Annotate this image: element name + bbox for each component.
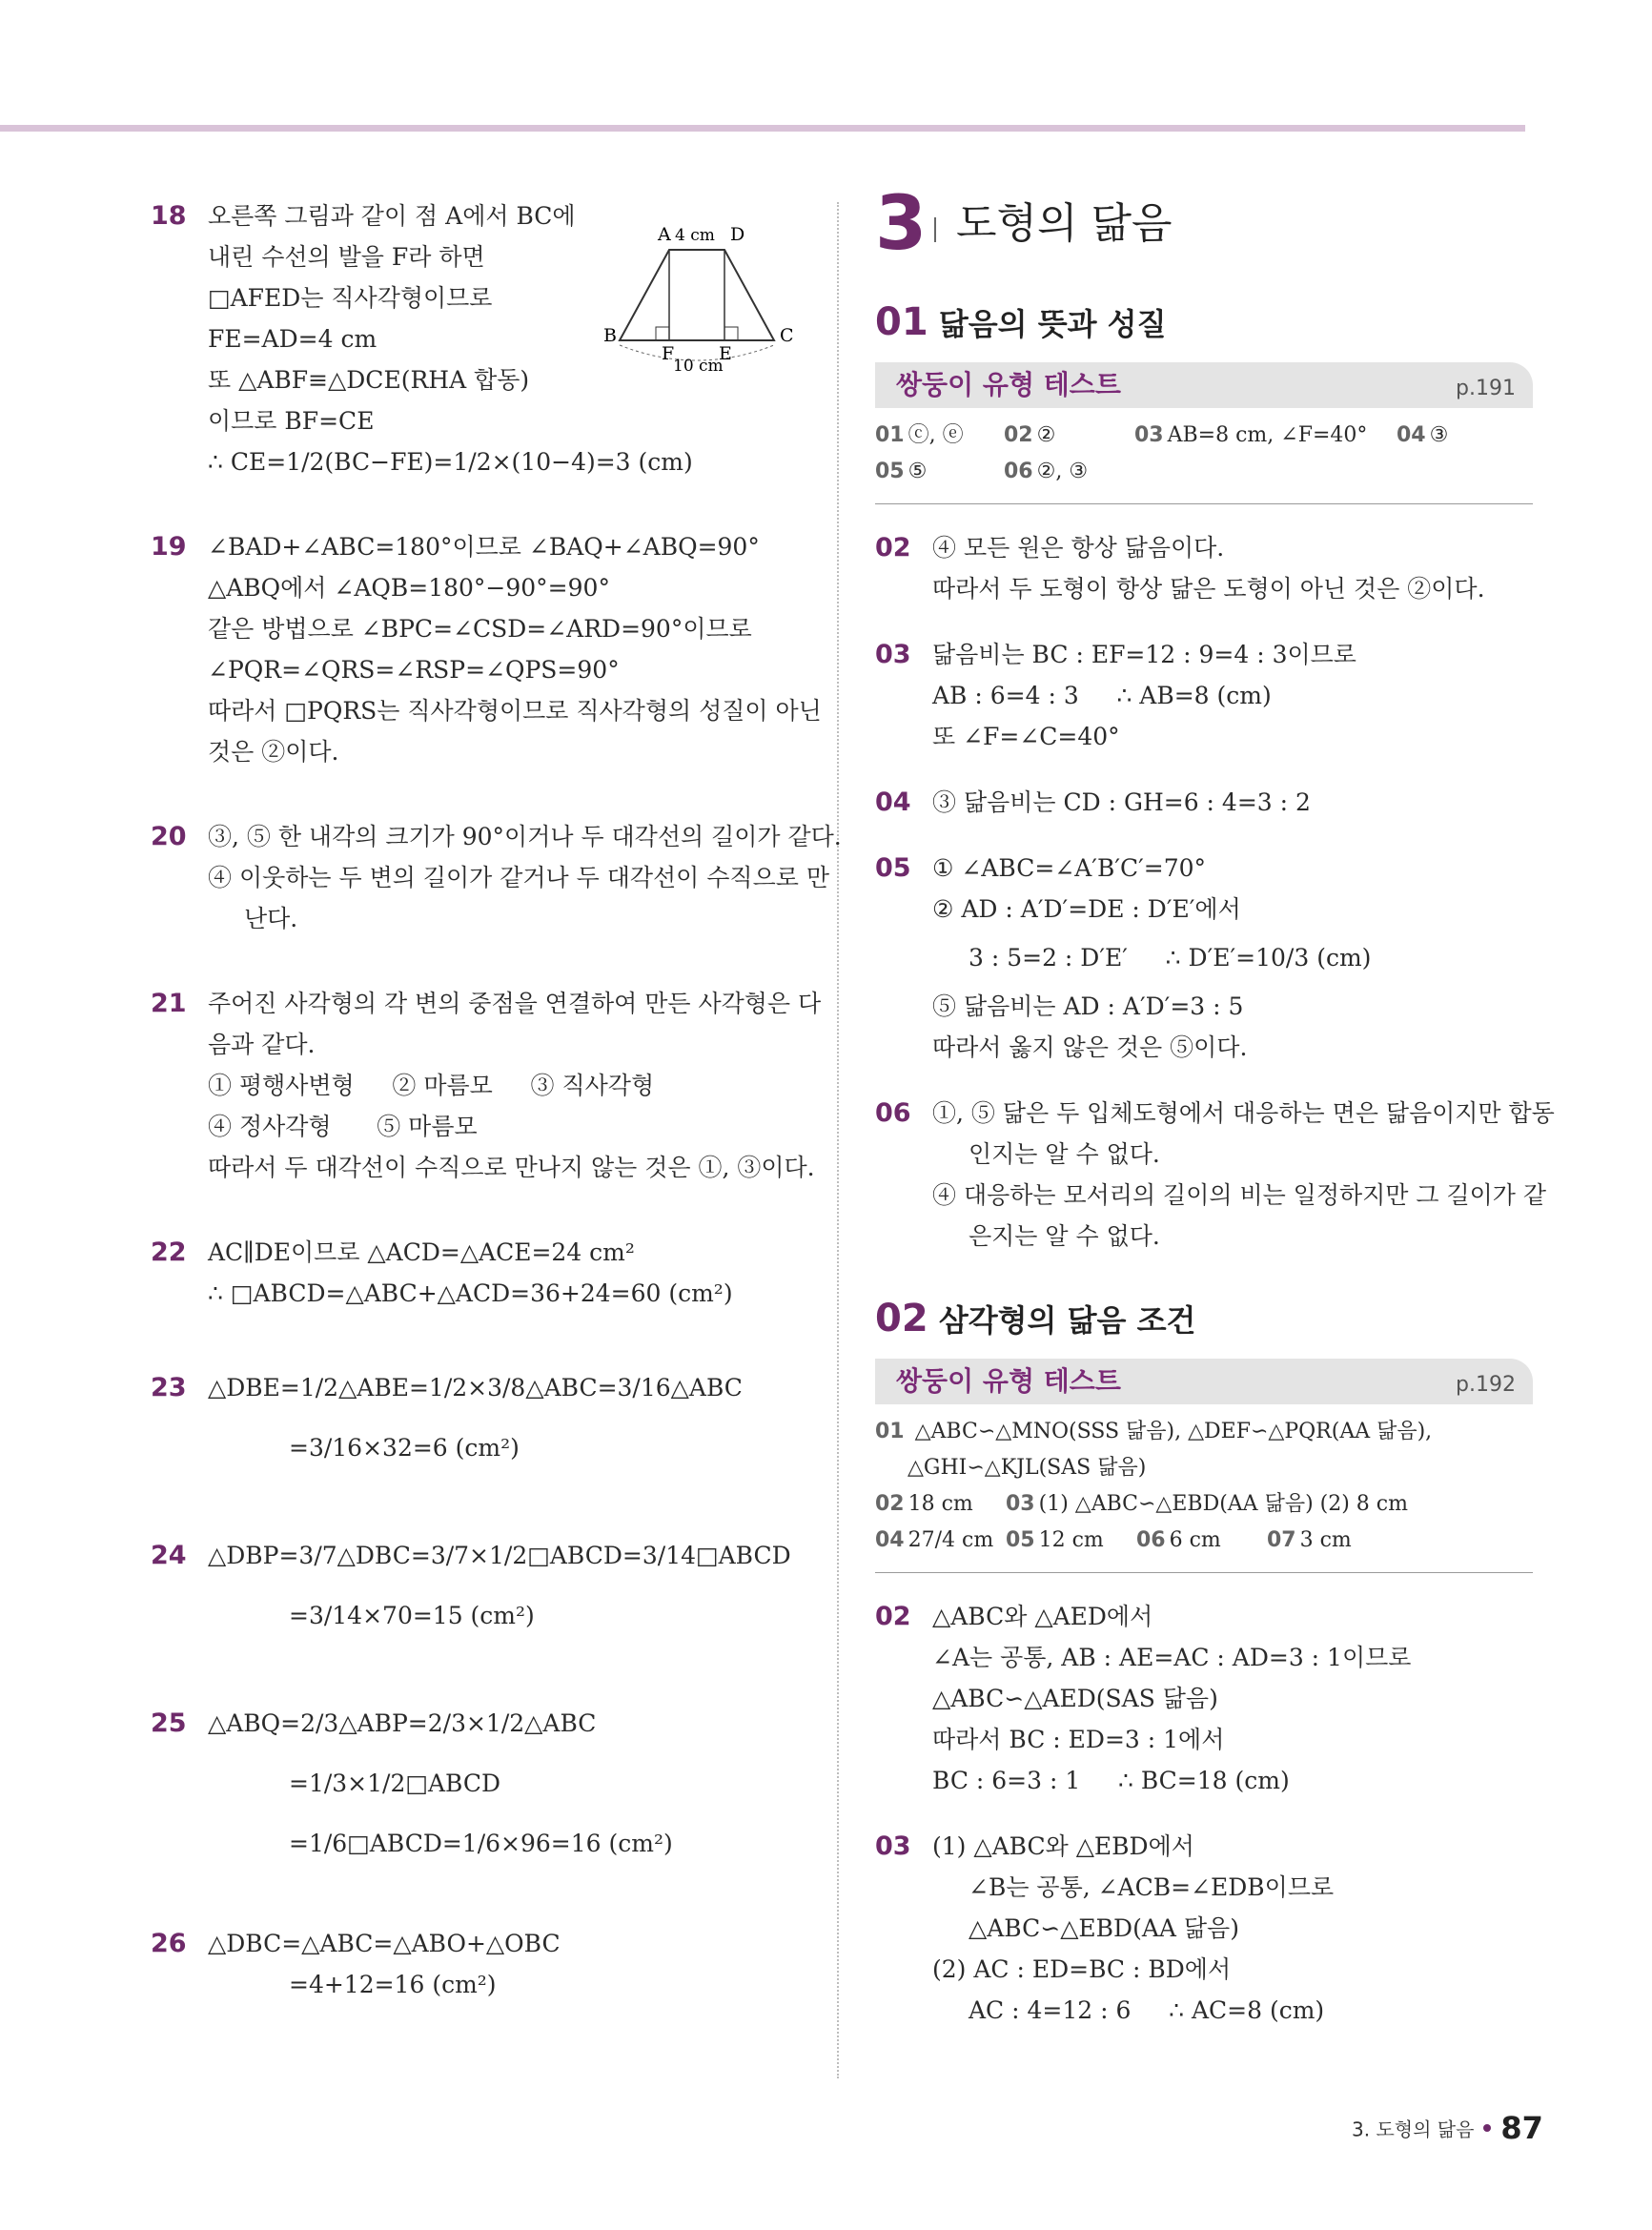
solution-line: △ABQ=2/3△ABP=2/3×1/2△ABC xyxy=(208,1709,597,1737)
solution-line: =1/3×1/2□ABCD xyxy=(289,1770,501,1797)
solution-line: 음과 같다. xyxy=(208,1031,316,1058)
answer-item: 04 ③ xyxy=(1397,423,1449,447)
solution-line: ∴ □ABCD=△ABC+△ACD=36+24=60 (cm²) xyxy=(208,1279,733,1307)
solution-line: =3/16×32=6 (cm²) xyxy=(289,1434,520,1462)
solution-06 xyxy=(875,1093,1555,1257)
answer-item: 04 27/4 cm xyxy=(875,1528,994,1552)
solution-line: ∠B는 공통, ∠ACB=∠EDB이므로 xyxy=(969,1873,1335,1901)
page-footer xyxy=(1352,2110,1543,2146)
solution-line: △ABC∽△EBD(AA 닮음) xyxy=(969,1914,1239,1942)
test-band-page: p.191 xyxy=(1456,377,1516,400)
solution-line: 이므로 BF=CE xyxy=(208,407,375,435)
solution-04 xyxy=(875,782,1533,823)
test-band-title: 쌍둥이 유형 테스트 xyxy=(896,1365,1121,1397)
solution-line: (1) △ABC와 △EBD에서 xyxy=(932,1832,1194,1860)
answer-number: 01 xyxy=(875,1420,905,1443)
chapter-separator xyxy=(934,217,936,242)
answer-item: 05 12 cm xyxy=(1006,1528,1104,1552)
vertex-label-b: B xyxy=(603,325,617,346)
solution-line: AB : 6=4 : 3 ∴ AB=8 (cm) xyxy=(932,682,1272,709)
solution-line: 3 : 5=2 : D′E′ ∴ D′E′=10/3 (cm) xyxy=(969,944,1372,972)
answer-key xyxy=(875,1414,1533,1573)
solution-line: (2) AC : ED=BC : BD에서 xyxy=(932,1955,1232,1983)
solution-line: 오른쪽 그림과 같이 점 A에서 BC에 xyxy=(208,202,576,230)
problem-number: 23 xyxy=(151,1373,187,1402)
page-number: 87 xyxy=(1500,2110,1543,2146)
vertex-label-d: D xyxy=(730,224,745,245)
solution-line: AC : 4=12 : 6 ∴ AC=8 (cm) xyxy=(969,1996,1325,2024)
solution-line: ∠PQR=∠QRS=∠RSP=∠QPS=90° xyxy=(208,656,620,684)
solution-line: 또 △ABF≡△DCE(RHA 합동) xyxy=(208,366,530,394)
solution-line: 따라서 두 대각선이 수직으로 만나지 않는 것은 ①, ③이다. xyxy=(208,1154,815,1181)
solution-line: ④ 정사각형 ⑤ 마름모 xyxy=(208,1113,478,1140)
solution-line: 주어진 사각형의 각 변의 중점을 연결하여 만든 사각형은 다 xyxy=(208,990,822,1017)
solution-line: 인지는 알 수 없다. xyxy=(969,1140,1160,1168)
solution-03 xyxy=(875,634,1533,757)
chapter-heading xyxy=(875,181,1533,291)
problem-number: 03 xyxy=(875,1831,911,1861)
answer-item: 05 ⑤ xyxy=(875,460,928,483)
problem-number: 04 xyxy=(875,788,911,817)
solution-03 xyxy=(875,1826,1533,2031)
problem-number: 20 xyxy=(151,822,187,851)
problem-number: 26 xyxy=(151,1929,187,1958)
section-title: 삼각형의 닮음 조건 xyxy=(938,1302,1196,1339)
section-number: 02 xyxy=(875,1297,928,1340)
trapezoid-figure xyxy=(601,212,806,376)
answer-row xyxy=(875,454,1533,490)
solution-line: ④ 대응하는 모서리의 길이의 비는 일정하지만 그 길이가 같 xyxy=(932,1181,1547,1209)
solution-line: 따라서 두 도형이 항상 닮은 도형이 아닌 것은 ②이다. xyxy=(932,575,1485,603)
solution-line: AC∥DE이므로 △ACD=△ACE=24 cm² xyxy=(208,1238,635,1266)
footer-dot xyxy=(1483,2124,1491,2132)
problem-24 xyxy=(151,1535,808,1636)
solution-02 xyxy=(875,527,1533,609)
test-band-title: 쌍둥이 유형 테스트 xyxy=(896,369,1121,400)
solution-line: △ABQ에서 ∠AQB=180°−90°=90° xyxy=(208,574,610,602)
solution-line: =4+12=16 (cm²) xyxy=(289,1971,497,1998)
solution-line: ① 평행사변형 ② 마름모 ③ 직사각형 xyxy=(208,1072,655,1099)
answer-row xyxy=(875,1486,1533,1523)
vertex-label-e: E xyxy=(719,343,732,364)
solution-line: △DBP=3/7△DBC=3/7×1/2□ABCD=3/14□ABCD xyxy=(208,1542,791,1569)
answer-item: 02 ② xyxy=(1004,423,1056,447)
solution-line: 따라서 BC : ED=3 : 1에서 xyxy=(932,1726,1225,1753)
problem-number: 22 xyxy=(151,1238,187,1267)
problem-number: 24 xyxy=(151,1541,187,1570)
test-band xyxy=(875,1359,1533,1404)
solution-line: ∠BAD+∠ABC=180°이므로 ∠BAQ+∠ABQ=90° xyxy=(208,533,760,561)
solution-line: △ABC와 △AED에서 xyxy=(932,1603,1153,1630)
solution-05 xyxy=(875,848,1533,1068)
problem-20 xyxy=(151,816,842,939)
problem-number: 25 xyxy=(151,1708,187,1738)
bottom-length-label: 10 cm xyxy=(673,357,724,376)
problem-number: 18 xyxy=(151,201,187,231)
problem-number: 21 xyxy=(151,989,187,1018)
solution-line: 따라서 옳지 않은 것은 ⑤이다. xyxy=(932,1033,1248,1061)
problem-number: 05 xyxy=(875,853,911,883)
answer-row xyxy=(875,1523,1533,1559)
section-title: 닮음의 뜻과 성질 xyxy=(938,306,1167,342)
solution-line: ① ∠ABC=∠A′B′C′=70° xyxy=(932,854,1207,882)
problem-21 xyxy=(151,983,822,1188)
solution-line: =3/14×70=15 (cm²) xyxy=(289,1602,535,1629)
solution-line: 닮음비는 BC : EF=12 : 9=4 : 3이므로 xyxy=(932,641,1356,668)
solution-line: 것은 ②이다. xyxy=(208,738,339,766)
chapter-number: 3 xyxy=(875,181,928,267)
answer-row xyxy=(875,1414,1533,1450)
answer-item: 02 18 cm xyxy=(875,1492,973,1516)
solution-line: 내린 수선의 발을 F라 하면 xyxy=(208,243,485,271)
solution-line: 난다. xyxy=(244,905,298,932)
problem-23 xyxy=(151,1367,808,1468)
section-heading-02 xyxy=(875,1299,1533,1341)
answer-value: △ABC∽△MNO(SSS 닮음), △DEF∽△PQR(AA 닮음), xyxy=(914,1420,1433,1443)
solution-line: 은지는 알 수 없다. xyxy=(969,1222,1160,1250)
solution-line: BC : 6=3 : 1 ∴ BC=18 (cm) xyxy=(932,1767,1290,1794)
footer-chapter: 3. 도형의 닮음 xyxy=(1352,2117,1475,2141)
solution-line: ③, ⑤ 한 내각의 크기가 90°이거나 두 대각선의 길이가 같다. xyxy=(208,823,842,850)
top-accent-bar xyxy=(0,125,1525,132)
solution-line: ② AD : A′D′=DE : D′E′에서 xyxy=(932,895,1241,923)
solution-line: ④ 모든 원은 항상 닮음이다. xyxy=(932,534,1225,562)
right-column xyxy=(875,181,1555,2056)
solution-line: △DBC=△ABC=△ABO+△OBC xyxy=(208,1930,561,1957)
solution-02 xyxy=(875,1596,1533,1801)
section-number: 01 xyxy=(875,300,928,344)
left-column xyxy=(151,195,842,2030)
answer-item: 03 (1) △ABC∽△EBD(AA 닮음) (2) 8 cm xyxy=(1006,1492,1408,1516)
solution-line: ①, ⑤ 닮은 두 입체도형에서 대응하는 면은 닮음이지만 합동 xyxy=(932,1099,1555,1127)
solution-line: △ABC∽△AED(SAS 닮음) xyxy=(932,1685,1218,1712)
vertex-label-f: F xyxy=(662,343,675,364)
vertex-label-a: A xyxy=(658,224,671,245)
test-band xyxy=(875,362,1533,408)
solution-line: ∠A는 공통, AB : AE=AC : AD=3 : 1이므로 xyxy=(932,1644,1412,1671)
solution-line: ④ 이웃하는 두 변의 길이가 같거나 두 대각선이 수직으로 만 xyxy=(208,864,829,891)
test-band-page: p.192 xyxy=(1456,1373,1516,1397)
solution-line: 따라서 □PQRS는 직사각형이므로 직사각형의 성질이 아닌 xyxy=(208,697,822,725)
chapter-title: 도형의 닮음 xyxy=(956,199,1173,248)
answer-item: 01 ⓒ, ⓔ xyxy=(875,423,964,447)
problem-number: 02 xyxy=(875,1602,911,1631)
section-heading-01 xyxy=(875,302,1533,345)
column-divider xyxy=(837,202,839,2078)
solution-line: ⑤ 닮음비는 AD : A′D′=3 : 5 xyxy=(932,992,1244,1020)
vertex-label-c: C xyxy=(780,325,794,346)
solution-line: =1/6□ABCD=1/6×96=16 (cm²) xyxy=(289,1830,673,1857)
problem-number: 19 xyxy=(151,532,187,562)
solution-line: ③ 닮음비는 CD : GH=6 : 4=3 : 2 xyxy=(932,788,1311,816)
answer-row xyxy=(875,1450,1533,1486)
answer-item: 03 AB=8 cm, ∠F=40° xyxy=(1134,423,1368,447)
problem-19 xyxy=(151,526,822,772)
solution-line: □AFED는 직사각형이므로 xyxy=(208,284,493,312)
top-length-label: 4 cm xyxy=(675,226,715,245)
problem-number: 06 xyxy=(875,1098,911,1128)
solution-line: 같은 방법으로 ∠BPC=∠CSD=∠ARD=90°이므로 xyxy=(208,615,752,643)
answer-value: △GHI∽△KJL(SAS 닮음) xyxy=(908,1456,1147,1480)
answer-item: 06 ②, ③ xyxy=(1004,460,1089,483)
answer-key xyxy=(875,418,1533,504)
problem-25 xyxy=(151,1703,808,1864)
problem-18 xyxy=(151,195,808,482)
problem-number: 02 xyxy=(875,533,911,563)
solution-line: 또 ∠F=∠C=40° xyxy=(932,723,1120,750)
problem-26 xyxy=(151,1923,808,2005)
solution-line: FE=AD=4 cm xyxy=(208,325,377,353)
answer-item: 07 3 cm xyxy=(1267,1528,1352,1552)
solution-line: △DBE=1/2△ABE=1/2×3/8△ABC=3/16△ABC xyxy=(208,1374,743,1401)
answer-item: 06 6 cm xyxy=(1136,1528,1221,1552)
answer-row xyxy=(875,418,1533,454)
problem-22 xyxy=(151,1232,808,1314)
solution-line: ∴ CE=1/2(BC−FE)=1/2×(10−4)=3 (cm) xyxy=(208,448,693,476)
problem-number: 03 xyxy=(875,640,911,669)
